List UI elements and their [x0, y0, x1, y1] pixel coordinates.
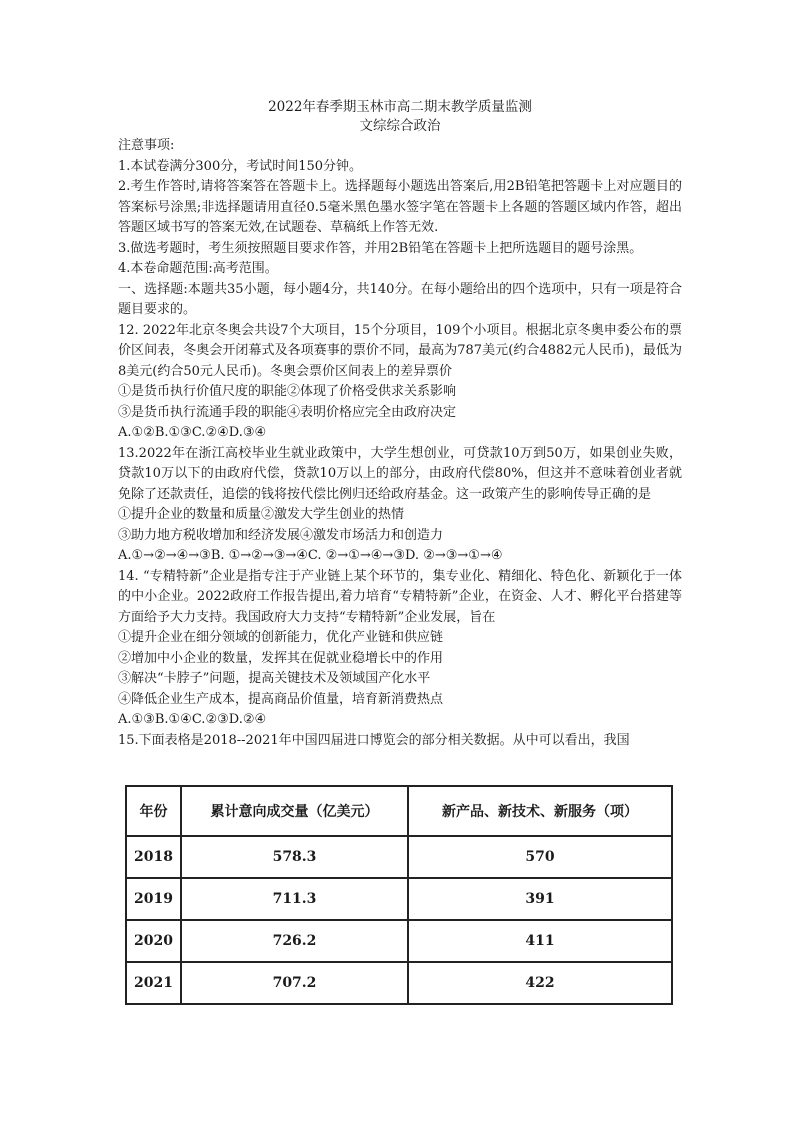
notice-heading: 注意事项: [118, 138, 175, 153]
question-stem: 14. “专精特新”企业是指专注于产业链上某个环节的，集专业化、精细化、特色化、新颖化于一体的中小企业。2022政府工作报告提出,着力培育“专精特新”企业，在资金、人才、孵化平台搭建等方面给予大力支持。我国政府大力支持“专精特新”企业发展，旨在 [118, 568, 682, 625]
table-cell: 422 [408, 962, 672, 1004]
table-cell: 411 [408, 920, 672, 962]
notice-item: 3.做选考题时，考生须按照题目要求作答，并用2B铅笔在答题卡上把所选题目的题号涂黑。 [118, 240, 643, 256]
answer-choices: A.①→②→④→③B. ①→②→③→④C. ②→①→④→③D. ②→③→①→④ [118, 548, 503, 563]
table-row [126, 878, 672, 920]
table-cell: 2020 [126, 920, 181, 962]
table-cell: 2018 [126, 836, 181, 878]
question-option: ①是货币执行价值尺度的职能②体现了价格受供求关系影响 [118, 384, 457, 399]
question-stem: 12. 2022年北京冬奥会共设7个大项目，15个分项目，109个小项目。根据北京冬奥申委公布的票价区间表，冬奥会开闭幕式及各项赛事的票价不同，最高为787美元(约合4882元人民币)，最低为8美元(约合50元人民币)。冬奥会票价区间表上的差异票价 [118, 322, 682, 379]
question-option: ③是货币执行流通手段的职能④表明价格应完全由政府决定 [118, 404, 457, 420]
table-header-cell: 累计意向成交量（亿美元） [181, 786, 408, 836]
table-row [126, 962, 672, 1004]
table-header-row [126, 786, 672, 836]
section-heading: 一、选择题:本题共35小题，每小题4分，共140分。在每小题给出的四个选项中，只有一项是符合题目要求的。 [118, 281, 682, 317]
data-table [125, 785, 673, 1005]
table-row [126, 836, 672, 878]
exam-page [118, 98, 682, 751]
table-cell: 2019 [126, 878, 181, 920]
notice-item: 1.本试卷满分300分，考试时间150分钟。 [118, 158, 363, 174]
notice-item: 2.考生作答时,请将答案答在答题卡上。选择题每小题选出答案后,用2B铅笔把答题卡上对应题目的答案标号涂黑;非选择题请用直径0.5毫米黑色墨水签字笔在答题卡上各题的答题区域内作答，超出答题区域书写的答案无效,在试题卷、草稿纸上作答无效. [118, 179, 682, 235]
question-stem: 13.2022年在浙江高校毕业生就业政策中，大学生想创业，可贷款10万到50万，如果创业失败，贷款10万以下的由政府代偿，贷款10万以上的部分，由政府代偿80%，但这并不意味着创业者就免除了还款责任，追偿的钱将按代偿比例归还给政府基金。这一政策产生的影响传导正确的是 [118, 445, 682, 502]
table-cell: 707.2 [181, 962, 408, 1004]
question-option: ②增加中小企业的数量，发挥其在促就业稳增长中的作用 [118, 650, 444, 666]
table-cell: 2021 [126, 962, 181, 1004]
exam-subtitle: 文综综合政治 [359, 118, 441, 134]
question-stem: 15.下面表格是2018--2021年中国四届进口博览会的部分相关数据。从中可以看出，我国 [118, 732, 630, 748]
answer-choices: A.①②B.①③C.②④D.③④ [118, 425, 267, 440]
question-option: ③解决“卡脖子”问题，提高关键技术及领域国产化水平 [118, 671, 431, 686]
table-header-cell: 年份 [126, 786, 181, 836]
notice-item: 4.本卷命题范围:高考范围。 [118, 261, 278, 276]
question-option: ③助力地方税收增加和经济发展④激发市场活力和创造力 [118, 527, 444, 543]
question-option: ④降低企业生产成本，提高商品价值量，培育新消费热点 [118, 691, 444, 707]
table-cell: 391 [408, 878, 672, 920]
answer-choices: A.①③B.①④C.②③D.②④ [118, 712, 267, 727]
table-cell: 578.3 [181, 836, 408, 878]
table-cell: 711.3 [181, 878, 408, 920]
expo-data-table [125, 785, 673, 1003]
question-option: ①提升企业的数量和质量②激发大学生创业的热情 [118, 507, 405, 522]
exam-title: 2022年春季期玉林市高二期末教学质量监测 [268, 99, 532, 115]
table-row [126, 920, 672, 962]
table-cell: 570 [408, 836, 672, 878]
question-option: ①提升企业在细分领域的创新能力，优化产业链和供应链 [118, 630, 444, 645]
table-header-cell: 新产品、新技术、新服务（项） [408, 786, 672, 836]
table-cell: 726.2 [181, 920, 408, 962]
